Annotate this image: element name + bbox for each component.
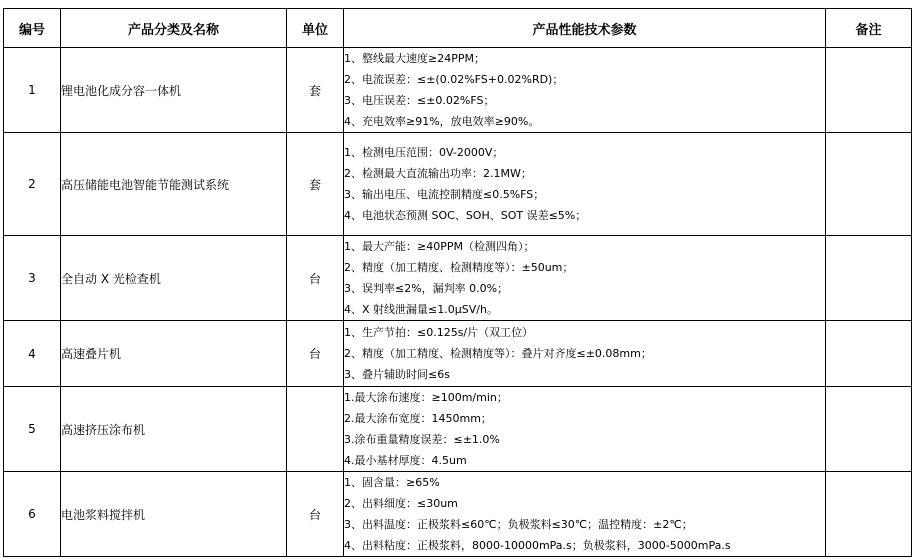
unit-cell: 套: [287, 133, 344, 236]
params-cell: [344, 472, 826, 557]
table-row: [4, 387, 912, 472]
param-line: 4、电池状态预测 SOC、SOH、SOT 误差≤5%；: [344, 209, 587, 222]
params-cell: [344, 133, 826, 236]
row-number: 4: [4, 321, 61, 387]
note-cell: [826, 236, 912, 321]
params-cell: [344, 236, 826, 321]
note-cell: [826, 387, 912, 472]
unit-cell: 台: [287, 321, 344, 387]
header-note: 备注: [826, 9, 912, 48]
param-line: 1、检测电压范围：0V-2000V；: [344, 146, 504, 159]
unit-cell: 台: [287, 472, 344, 557]
param-line: 2、精度（加工精度、检测精度等）：叠片对齐度≤±0.08mm；: [344, 347, 652, 360]
table-row: [4, 133, 912, 236]
note-cell: [826, 321, 912, 387]
param-line: 1、固含量：≥65%: [344, 476, 440, 489]
row-number: 5: [4, 387, 61, 472]
param-line: 4、充电效率≥91%，放电效率≥90%。: [344, 115, 540, 128]
note-cell: [826, 472, 912, 557]
params-cell: [344, 321, 826, 387]
header-no: 编号: [4, 9, 61, 48]
param-line: 4、出料粘度：正极浆料，8000-10000mPa.s；负极浆料，3000-5000mPa.s: [344, 539, 731, 552]
param-line: 2、电流误差：≤±(0.02%FS+0.02%RD)；: [344, 73, 564, 86]
table-row: [4, 472, 912, 557]
unit-cell: [287, 387, 344, 472]
param-line: 4.最小基材厚度：4.5um: [344, 454, 467, 467]
note-cell: [826, 48, 912, 133]
product-name: 高速叠片机: [61, 321, 287, 387]
param-line: 4、X 射线泄漏量≤1.0μSV/h。: [344, 303, 498, 316]
product-name: 高速挤压涂布机: [61, 387, 287, 472]
header-unit: 单位: [287, 9, 344, 48]
header-params: 产品性能技术参数: [344, 9, 826, 48]
param-line: 2.最大涂布宽度：1450mm；: [344, 412, 492, 425]
param-line: 3、误判率≤2%，漏判率 0.0%；: [344, 282, 509, 295]
unit-cell: 台: [287, 236, 344, 321]
row-number: 3: [4, 236, 61, 321]
param-line: 2、出料细度：≤30um: [344, 497, 458, 510]
param-line: 1、整线最大速度≥24PPM；: [344, 52, 485, 65]
param-line: 3.涂布重量精度误差：≤±1.0%: [344, 433, 500, 446]
param-line: 1、最大产能：≥40PPM（检测四角）；: [344, 240, 535, 253]
param-line: 3、电压误差：≤±0.02%FS；: [344, 94, 495, 107]
param-line: 2、精度（加工精度、检测精度等）：±50um；: [344, 261, 574, 274]
product-name: 电池浆料搅拌机: [61, 472, 287, 557]
param-line: 2、检测最大直流输出功率：2.1MW；: [344, 167, 532, 180]
params-cell: [344, 48, 826, 133]
row-number: 6: [4, 472, 61, 557]
param-line: 3、叠片辅助时间≤6s: [344, 368, 450, 381]
row-number: 2: [4, 133, 61, 236]
param-line: 1、生产节拍：≤0.125s/片（双工位）: [344, 326, 534, 339]
product-name: 高压储能电池智能节能测试系统: [61, 133, 287, 236]
params-cell: [344, 387, 826, 472]
header-name: 产品分类及名称: [61, 9, 287, 48]
product-name: 全自动 X 光检查机: [61, 236, 287, 321]
note-cell: [826, 133, 912, 236]
table-row: [4, 236, 912, 321]
param-line: 3、输出电压、电流控制精度≤0.5%FS；: [344, 188, 545, 201]
product-spec-table: [3, 8, 912, 557]
row-number: 1: [4, 48, 61, 133]
product-name: 锂电池化成分容一体机: [61, 48, 287, 133]
param-line: 3、出料温度：正极浆料≤60℃；负极浆料≤30℃；温控精度：±2℃；: [344, 518, 693, 531]
header-row: [4, 9, 912, 48]
unit-cell: 套: [287, 48, 344, 133]
table-row: [4, 321, 912, 387]
param-line: 1.最大涂布速度：≥100m/min；: [344, 391, 508, 404]
table-row: [4, 48, 912, 133]
